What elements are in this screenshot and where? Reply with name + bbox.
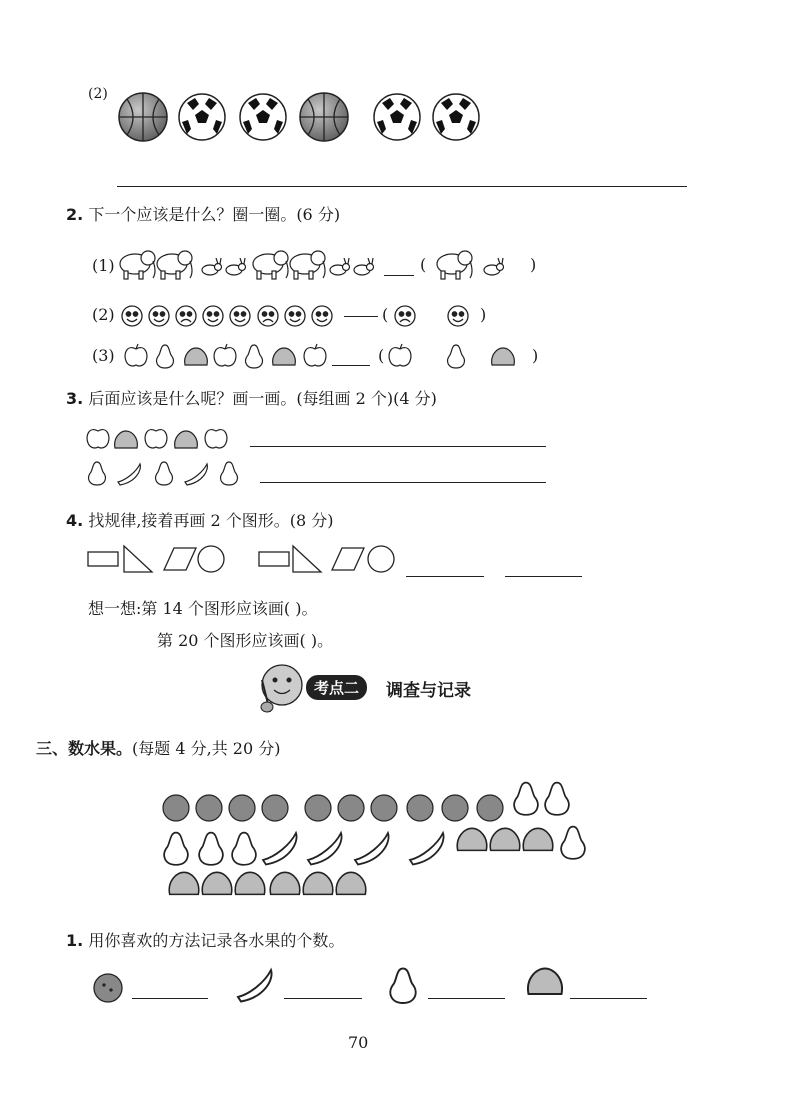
banana-icon: [238, 970, 272, 1002]
section-badge: 考点二: [306, 675, 367, 700]
page-number: 70: [348, 1033, 369, 1052]
orange-icon: [94, 974, 122, 1002]
section3-note: (每题 4 分,共 20 分): [132, 739, 281, 758]
q2-number: 2.: [66, 205, 84, 224]
pear-count-input[interactable]: [428, 998, 505, 999]
q2-row3-label: (3): [92, 346, 115, 365]
q2-row1-label: (1): [92, 256, 115, 275]
paren-close: ): [530, 255, 537, 274]
paren-close: ): [532, 346, 539, 365]
pear-icon: [390, 969, 415, 1004]
paren-open: (: [420, 255, 427, 274]
section-badge-title: 调查与记录: [386, 681, 471, 701]
part-label: (2): [88, 86, 108, 102]
q2-title: 下一个应该是什么？圈一圈。(6 分): [88, 205, 341, 224]
q3-title: 后面应该是什么呢？画一画。(每组画 2 个)(4 分): [88, 389, 437, 408]
paren-open: (: [378, 346, 385, 365]
section3-q1-text: 用你喜欢的方法记录各水果的个数。: [88, 931, 345, 950]
paren-open: (: [382, 305, 389, 324]
q3-number: 3.: [66, 389, 84, 408]
banana-count-input[interactable]: [284, 998, 362, 999]
orange-count-input[interactable]: [132, 998, 208, 999]
paren-close: ): [480, 305, 487, 324]
think-line-2: 第 20 个图形应该画( )。: [157, 631, 334, 650]
peach-icon: [528, 969, 562, 995]
q4-number: 4.: [66, 511, 84, 530]
think-line-1: 想一想:第 14 个图形应该画( )。: [88, 599, 318, 618]
q4-title: 找规律,接着再画 2 个图形。(8 分): [88, 511, 334, 530]
section3-q1-number: 1.: [66, 931, 84, 950]
section3-title: 三、数水果。: [36, 739, 133, 758]
q2-row2-label: (2): [92, 305, 115, 324]
peach-count-input[interactable]: [570, 998, 647, 999]
